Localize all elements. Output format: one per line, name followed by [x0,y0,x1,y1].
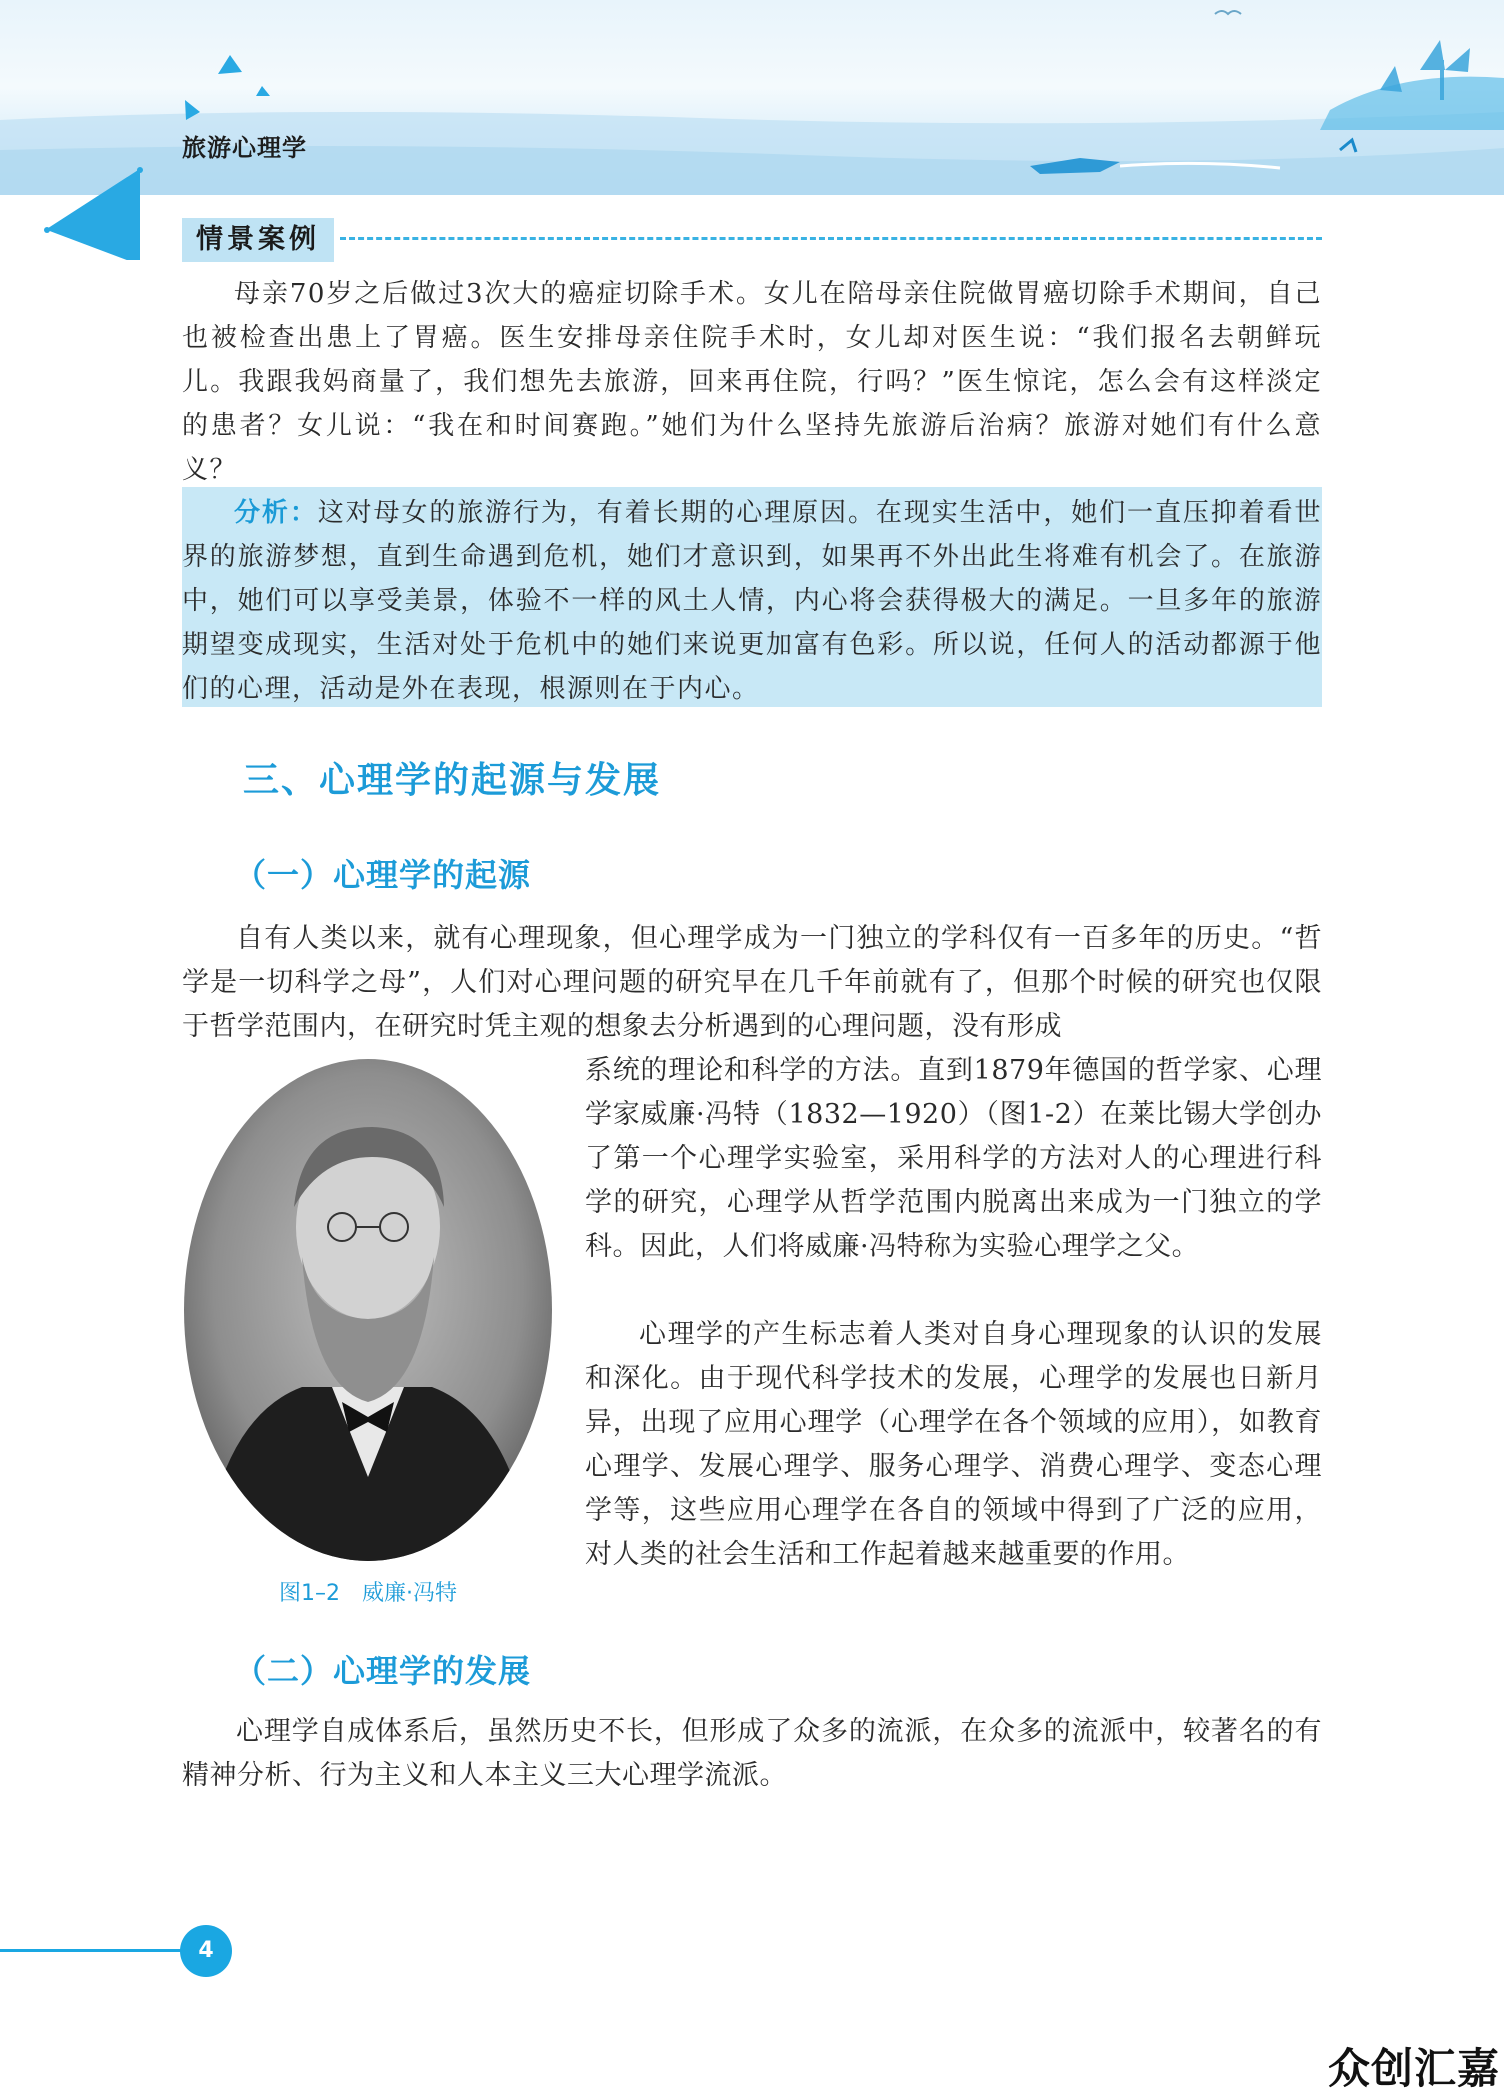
case-divider [340,237,1322,240]
footer-line [0,1949,190,1952]
schools-paragraph: 心理学自成体系后，虽然历史不长，但形成了众多的流派，在众多的流派中，较著名的有精神分析、行为主义和人本主义三大心理学流派。 [182,1716,1322,1791]
development-impact-paragraph: 心理学的产生标志着人类对自身心理现象的认识的发展和深化。由于现代科学技术的发展，心理学的发展也日新月异，出现了应用心理学（心理学在各个领域的应用），如教育心理学、发展心理学、服务心理学、消费心理学、变态心理学等，这些应用心理学在各自的领域中得到了广泛的应用，对人类的社会生活和工作起着越来越重要的作用。 [585,1319,1322,1570]
analysis-box [182,487,1322,707]
subsection-development-title: （二）心理学的发展 [234,1652,532,1690]
header-banner [0,0,1504,195]
origin-paragraph-top: 自有人类以来，就有心理现象，但心理学成为一门独立的学科仅有一百多年的历史。“哲学是一切科学之母”，人们对心理问题的研究早在几千年前就有了，但那个时候的研究也仅限于哲学范围内，在研究时凭主观的想象去分析遇到的心理问题，没有形成 [182,923,1322,1042]
watermark: 众创汇嘉 [1327,2044,1500,2093]
origin-paragraph-continued: 系统的理论和科学的方法。直到1879年德国的哲学家、心理学家威廉·冯特（1832—1920）（图1-2）在莱比锡大学创办了第一个心理学实验室，采用科学的方法对人的心理进行科学的研究，心理学从哲学范围内脱离出来成为一门独立的学科。因此，人们将威廉·冯特称为实验心理学之父。 [585,1055,1322,1262]
subsection-origin-title: （一）心理学的起源 [234,856,532,894]
figure-caption: 图1–2 威廉·冯特 [279,1581,457,1606]
case-label: 情景案例 [182,218,334,262]
wundt-portrait-image [182,1057,554,1563]
section-title: 三、心理学的起源与发展 [243,760,662,801]
book-title: 旅游心理学 [182,134,307,162]
page-number: 4 [180,1925,232,1977]
case-story: 母亲70岁之后做过3次大的癌症切除手术。女儿在陪母亲住院做胃癌切除手术期间，自己也被检查出患上了胃癌。医生安排母亲住院手术时，女儿却对医生说：“我们报名去朝鲜玩儿。我跟我妈商量了，我们想先去旅游，回来再住院，行吗？”医生惊诧，怎么会有这样淡定的患者？女儿说：“我在和时间赛跑。”她们为什么坚持先旅游后治病？旅游对她们有什么意义？ [182,279,1322,485]
analysis-lead: 分析： [234,498,318,528]
analysis-text: 这对母女的旅游行为，有着长期的心理原因。在现实生活中，她们一直压抑着看世界的旅游梦想，直到生命遇到危机，她们才意识到，如果再不外出此生将难有机会了。在旅游中，她们可以享受美景，体验不一样的风土人情，内心将会获得极大的满足。一旦多年的旅游期望变成现实，生活对处于危机中的她们来说更加富有色彩。所以说，任何人的活动都源于他们的心理，活动是外在表现，根源则在于内心。 [182,498,1322,704]
